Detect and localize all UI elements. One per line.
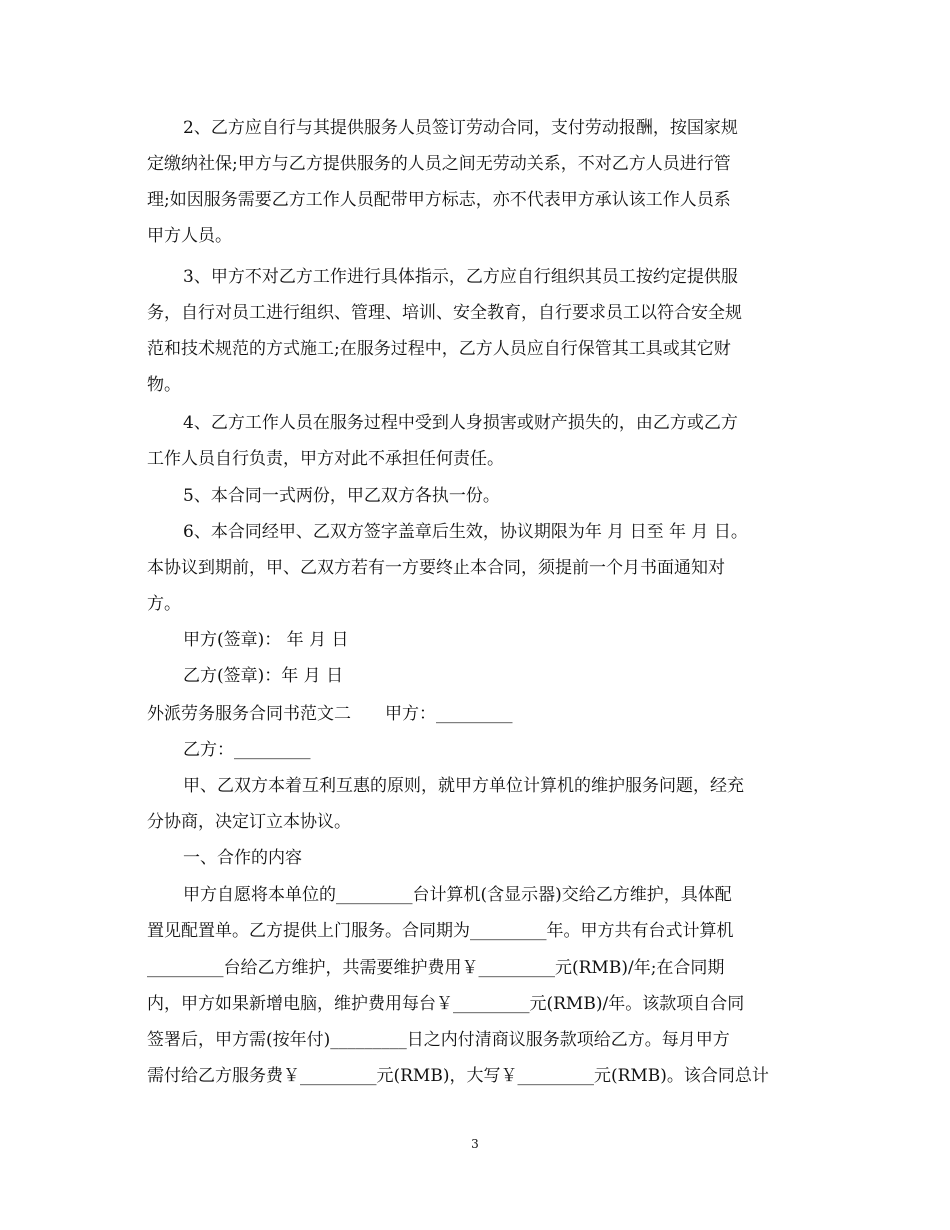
section-heading: 一、合作的内容 bbox=[183, 848, 302, 868]
paragraph-line: 4、乙方工作人员在服务过程中受到人身损害或财产损失的，由乙方或乙方 bbox=[183, 413, 738, 433]
paragraph-line: 置见配置单。乙方提供上门服务。合同期为_________年。甲方共有台式计算机 bbox=[147, 921, 734, 941]
section-title-line: 外派劳务服务合同书范文二 甲方：_________ bbox=[147, 704, 513, 724]
paragraph-line: 甲方自愿将本单位的_________台计算机(含显示器)交给乙方维护，具体配 bbox=[183, 885, 732, 905]
paragraph-line: 工作人员自行负责，甲方对此不承担任何责任。 bbox=[147, 449, 504, 469]
paragraph-line: 需付给乙方服务费￥_________元(RMB)，大写￥_________元(RMB)。该合同总计 bbox=[147, 1066, 769, 1086]
paragraph-line: 定缴纳社保;甲方与乙方提供服务的人员之间无劳动关系，不对乙方人员进行管 bbox=[147, 154, 731, 174]
paragraph-line: 签署后，甲方需(按年付)_________日之内付清商议服务款项给乙方。每月甲方 bbox=[147, 1030, 730, 1050]
paragraph-line: 2、乙方应自行与其提供服务人员签订劳动合同，支付劳动报酬，按国家规 bbox=[183, 118, 738, 138]
paragraph-line: 甲、乙双方本着互利互惠的原则，就甲方单位计算机的维护服务问题，经充 bbox=[183, 776, 744, 796]
party-b-line: 乙方：_________ bbox=[183, 740, 311, 760]
paragraph-line: _________台给乙方维护，共需要维护费用￥_________元(RMB)/年;在合同期 bbox=[147, 958, 725, 978]
paragraph-line: 3、甲方不对乙方工作进行具体指示，乙方应自行组织其员工按约定提供服 bbox=[183, 267, 738, 287]
paragraph-line: 物。 bbox=[147, 375, 181, 395]
paragraph-line: 理;如因服务需要乙方工作人员配带甲方标志，亦不代表甲方承认该工作人员系 bbox=[147, 190, 731, 210]
signature-line-party-b: 乙方(签章)：年 月 日 bbox=[183, 666, 344, 686]
paragraph-line: 务，自行对员工进行组织、管理、培训、安全教育，自行要求员工以符合安全规 bbox=[147, 303, 742, 323]
paragraph-line: 方。 bbox=[147, 594, 181, 614]
paragraph-line: 5、本合同一式两份，甲乙双方各执一份。 bbox=[183, 486, 500, 506]
paragraph-line: 甲方人员。 bbox=[147, 226, 232, 246]
paragraph-line: 范和技术规范的方式施工;在服务过程中，乙方人员应自行保管其工具或其它财 bbox=[147, 339, 731, 359]
signature-line-party-a: 甲方(签章)： 年 月 日 bbox=[183, 630, 349, 650]
paragraph-line: 本协议到期前，甲、乙双方若有一方要终止本合同，须提前一个月书面通知对 bbox=[147, 558, 725, 578]
page-number: 3 bbox=[471, 1137, 479, 1151]
paragraph-line: 6、本合同经甲、乙双方签字盖章后生效，协议期限为年 月 日至 年 月 日。 bbox=[183, 522, 748, 542]
paragraph-line: 分协商，决定订立本协议。 bbox=[147, 812, 351, 832]
paragraph-line: 内，甲方如果新增电脑，维护费用每台￥_________元(RMB)/年。该款项自合同 bbox=[147, 994, 745, 1014]
